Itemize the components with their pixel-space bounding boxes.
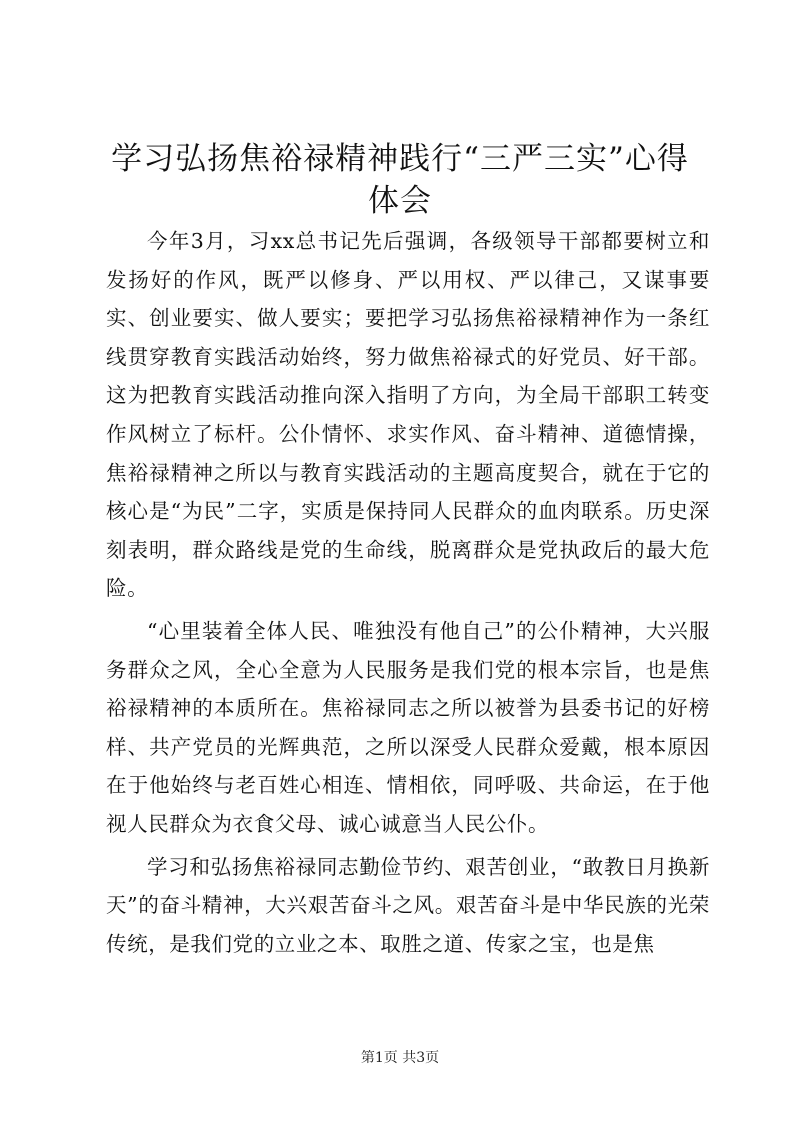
document-body: [106, 222, 710, 967]
paragraph-3: 学习和弘扬焦裕禄同志勤俭节约、艰苦创业，“敢教日月换新天”的奋斗精神，大兴艰苦奋斗之风。艰苦奋斗是中华民族的光荣传统，是我们党的立业之本、取胜之道、传家之宝，也是焦: [106, 854, 710, 956]
paragraph-2: “心里装着全体人民、唯独没有他自己”的公仆精神，大兴服务群众之风，全心全意为人民服务是我们党的根本宗旨，也是焦裕禄精神的本质所在。焦裕禄同志之所以被誉为县委书记的好榜样、共产党员的光辉典范，之所以深受人民群众爱戴，根本原因在于他始终与老百姓心相连、情相依，同呼吸、共命运，在于他视人民群众为衣食父母、诚心诚意当人民公仆。: [106, 618, 710, 836]
paragraph-1: 今年3月，习xx总书记先后强调，各级领导干部都要树立和发扬好的作风，既严以修身、严以用权、严以律己，又谋事要实、创业要实、做人要实；要把学习弘扬焦裕禄精神作为一条红线贯穿教育实践活动始终，努力做焦裕禄式的好党员、好干部。这为把教育实践活动推向深入指明了方向，为全局干部职工转变作风树立了标杆。公仆情怀、求实作风、奋斗精神、道德情操，焦裕禄精神之所以与教育实践活动的主题高度契合，就在于它的核心是“为民”二字，实质是保持同人民群众的血肉联系。历史深刻表明，群众路线是党的生命线，脱离群众是党执政后的最大危险。: [106, 229, 710, 601]
page-footer: 第1页 共3页: [360, 1050, 440, 1066]
document-title: 学习弘扬焦裕禄精神践行“三严三实”心得体会: [111, 141, 689, 219]
